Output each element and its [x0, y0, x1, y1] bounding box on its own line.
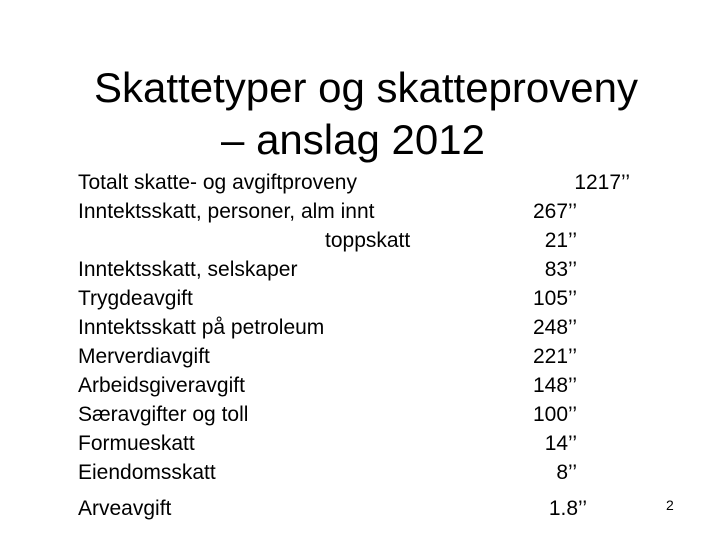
table-row: [0, 168, 720, 197]
table-row: [0, 313, 720, 342]
row-value: 100’’: [533, 403, 577, 426]
row-value: 267’’: [533, 200, 577, 223]
row-label: Inntektsskatt på petroleum: [78, 316, 325, 339]
row-value: 148’’: [533, 374, 577, 397]
table-row: [0, 400, 720, 429]
table-row: [0, 429, 720, 458]
row-label: Eiendomsskatt: [78, 461, 216, 484]
row-label: Særavgifter og toll: [78, 403, 249, 426]
table-row: [0, 494, 720, 523]
row-value: 83’’: [544, 258, 577, 281]
row-label: Merverdiavgift: [78, 345, 210, 368]
table-row: [0, 255, 720, 284]
row-value: 248’’: [533, 316, 577, 339]
row-label: Totalt skatte- og avgiftproveny: [78, 171, 357, 194]
table-row: [0, 226, 720, 255]
table-row: [0, 342, 720, 371]
table-row: [0, 197, 720, 226]
page-number: 2: [666, 497, 674, 513]
row-value: 1.8’’: [548, 497, 587, 520]
table-row: [0, 371, 720, 400]
table-row: [0, 458, 720, 487]
slide-title: [0, 62, 720, 166]
row-value: 221’’: [533, 345, 577, 368]
row-value: 14’’: [544, 432, 577, 455]
row-label: Trygdeavgift: [78, 287, 193, 310]
row-label: Arveavgift: [78, 497, 172, 520]
title-line-1: Skattetyper og skatteproveny: [94, 64, 638, 111]
row-label: toppskatt: [325, 229, 411, 252]
row-value: 105’’: [533, 287, 577, 310]
row-value: 1217’’: [574, 171, 630, 194]
row-label: Arbeidsgiveravgift: [78, 374, 245, 397]
row-label: Inntektsskatt, personer, alm innt: [78, 200, 375, 223]
row-label: Inntektsskatt, selskaper: [78, 258, 298, 281]
title-line-2: – anslag 2012: [221, 116, 485, 163]
tax-table: [0, 168, 720, 523]
row-label: Formueskatt: [78, 432, 195, 455]
row-value: 8’’: [556, 461, 577, 484]
table-row: [0, 284, 720, 313]
row-value: 21’’: [544, 229, 577, 252]
